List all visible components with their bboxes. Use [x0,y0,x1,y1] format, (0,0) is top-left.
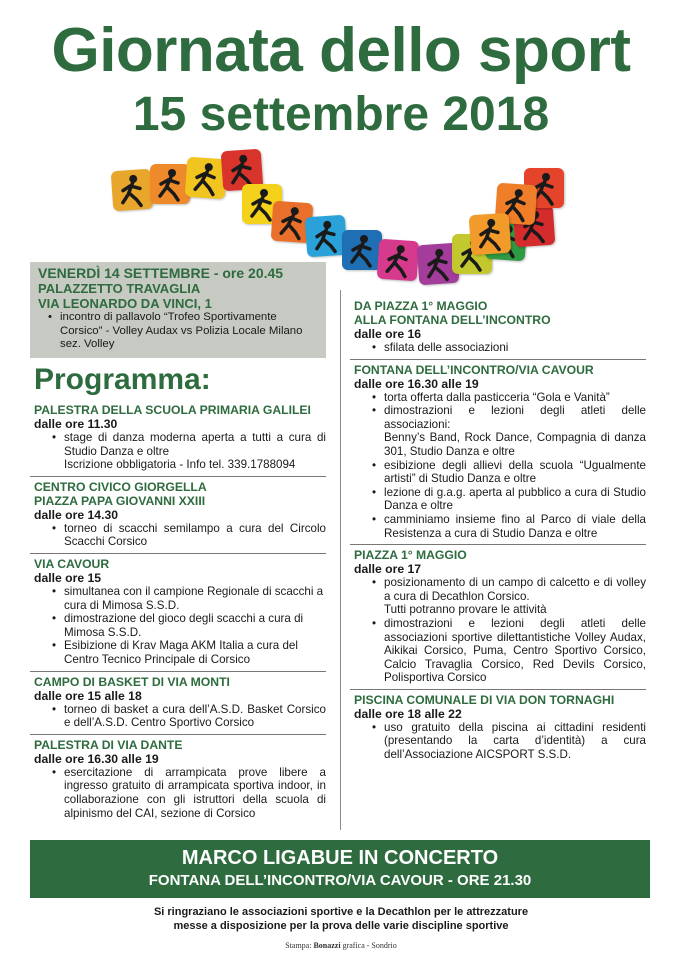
thanks-line-1: Si ringraziano le associazioni sportive e la Decathlon per le attrezzature [153,906,529,918]
section-heading: PALESTRA DELLA SCUOLA PRIMARIA GALILEI [34,403,311,417]
preevent-date: VENERDÌ 14 SETTEMBRE - ore 20.45 [38,265,284,281]
list-item: • Esibizione di Krav Maga AKM Italia a cura del Centro Tecnico Principale di Corsico [34,639,326,666]
skater-icon [342,230,382,270]
section-via-cavour [30,553,326,671]
list-item: • uso gratuito della piscina ai cittadini residenti (presentando la carta d’identità) a cura dell’Associazione AICSPORT S.S.D. [354,721,646,762]
list-item: • dimostrazione del gioco degli scacchi a cura di Mimosa S.S.D. [34,612,326,639]
concert-location: FONTANA DELL’INCONTRO/VIA CAVOUR - ORE 21.30 [148,872,532,889]
poster-date: 15 settembre 2018 [132,88,550,141]
section-piscina [350,689,646,766]
section-sfilata [350,296,646,359]
preevent-address: VIA LEONARDO DA VINCI, 1 [38,296,212,311]
list-item: • simultanea con il campione Regionale di scacchi a cura di Mimosa S.S.D. [34,585,326,612]
section-time: dalle ore 16.30 alle 19 [34,751,159,766]
section-heading: FONTANA DELL’INCONTRO/VIA CAVOUR [354,362,594,377]
soccer-icon [150,164,190,204]
list-item: • torneo di basket a cura dell’A.S.D. Basket Corsico e dell’A.S.D. Centro Sportivo Corsico [34,703,326,730]
list-item: • posizionamento di un campo di calcetto e di volley a cura di Decathlon Corsico. [354,576,646,603]
right-column [350,296,646,766]
list-item: • torta offerta dalla pasticceria “Gola e Vanità” [354,391,646,405]
list-item: • camminiamo insieme fino al Parco di viale della Resistenza a cura di Studio Danza e oltre [354,513,646,540]
list-item: • esercitazione di arrampicata prove libere a ingresso gratuito di arrampicata sportiva indoor, in collaborazione con gli istruttori della scuola di alpinismo del CAI, sezione di Corsico [34,766,326,820]
section-heading: VIA CAVOUR [34,556,110,571]
thanks-text [0,906,682,933]
section-time: dalle ore 11.30 [34,417,118,431]
section-heading: CENTRO CIVICO GIORGELLA [34,479,207,494]
left-column [30,400,326,824]
section-piazza-maggio [350,544,646,689]
section-heading: CAMPO DI BASKET DI VIA MONTI [34,674,230,689]
concert-banner [30,840,650,898]
section-time: dalle ore 17 [354,562,422,577]
section-heading: PIAZZA 1° MAGGIO [354,548,467,563]
poster-title: Giornata dello sport [51,16,631,85]
section-time: dalle ore 18 alle 22 [354,706,462,721]
list-item: • dimostrazioni e lezioni degli atleti delle associazioni sportive dilettantistiche Volley Audax, Aikikai Corsico, Puma, Centro Sportivo Corsico, Calcio Travaglia Corsico, Red Devils Corsico, Polisportiva Corsico [354,617,646,685]
swimmer-icon [305,215,348,258]
list-item: • lezione di g.a.g. aperta al pubblico a cura di Studio Danza e oltre [354,486,646,513]
list-subtext: Tutti potranno provare le attività [384,603,547,617]
print-credit-suffix: grafica - Sondrio [340,941,397,950]
section-heading: PISCINA COMUNALE DI VIA DON TORNAGHI [354,692,615,707]
programma-title: Programma: [34,363,211,396]
print-credit-prefix: Stampa: [285,941,314,950]
thrower-icon [469,213,512,256]
hockey-icon [377,239,420,282]
list-item: • stage di danza moderna aperta a tutti a cura di Studio Danza e oltre [34,431,326,458]
section-time: dalle ore 16.30 alle 19 [354,376,479,391]
runner-icon [111,169,154,212]
thanks-line-2: messe a disposizione per la prova delle varie discipline sportive [173,919,509,932]
list-item: • esibizione degli allievi della scuola “Ugualmente artisti” di Studio Danza e oltre [354,459,646,486]
section-via-dante [30,734,326,824]
section-time: dalle ore 15 [34,570,102,585]
section-giorgella [30,476,326,553]
list-item: • torneo di scacchi semilampo a cura del Circolo Scacchi Corsico [34,522,326,549]
list-item: • incontro di pallavolo “Trofeo Sportivamente Corsico” - Volley Audax vs Polizia Locale Milano sez. Volley [38,311,318,352]
column-divider [340,290,341,830]
section-galilei [30,400,326,476]
section-basket-monti [30,671,326,734]
print-credit [0,941,682,950]
list-item: • dimostrazioni e lezioni degli atleti delle associazioni: [354,404,646,431]
preevent-venue: PALAZZETTO TRAVAGLIA [38,281,201,296]
list-subtext: Benny’s Band, Rock Dance, Compagnia di danza 301, Studio Danza e oltre [384,431,646,458]
preevent-box [30,262,326,358]
concert-title: MARCO LIGABUE IN CONCERTO [181,847,499,869]
section-heading: DA PIAZZA 1° MAGGIO [354,299,488,313]
section-heading: PALESTRA DI VIA DANTE [34,737,183,752]
section-fontana [350,359,646,545]
preevent-list [38,311,318,352]
print-credit-name: Bonazzi [313,941,341,950]
section-heading-2: PIAZZA PAPA GIOVANNI XXIII [34,493,206,508]
section-heading-2: ALLA FONTANA DELL’INCONTRO [354,313,551,327]
list-item: • sfilata delle associazioni [354,341,646,355]
section-time: dalle ore 16 [354,327,422,341]
section-time: dalle ore 14.30 [34,507,119,522]
section-note: Iscrizione obbligatoria - Info tel. 339.1788094 [64,458,296,472]
section-time: dalle ore 15 alle 18 [34,688,142,703]
